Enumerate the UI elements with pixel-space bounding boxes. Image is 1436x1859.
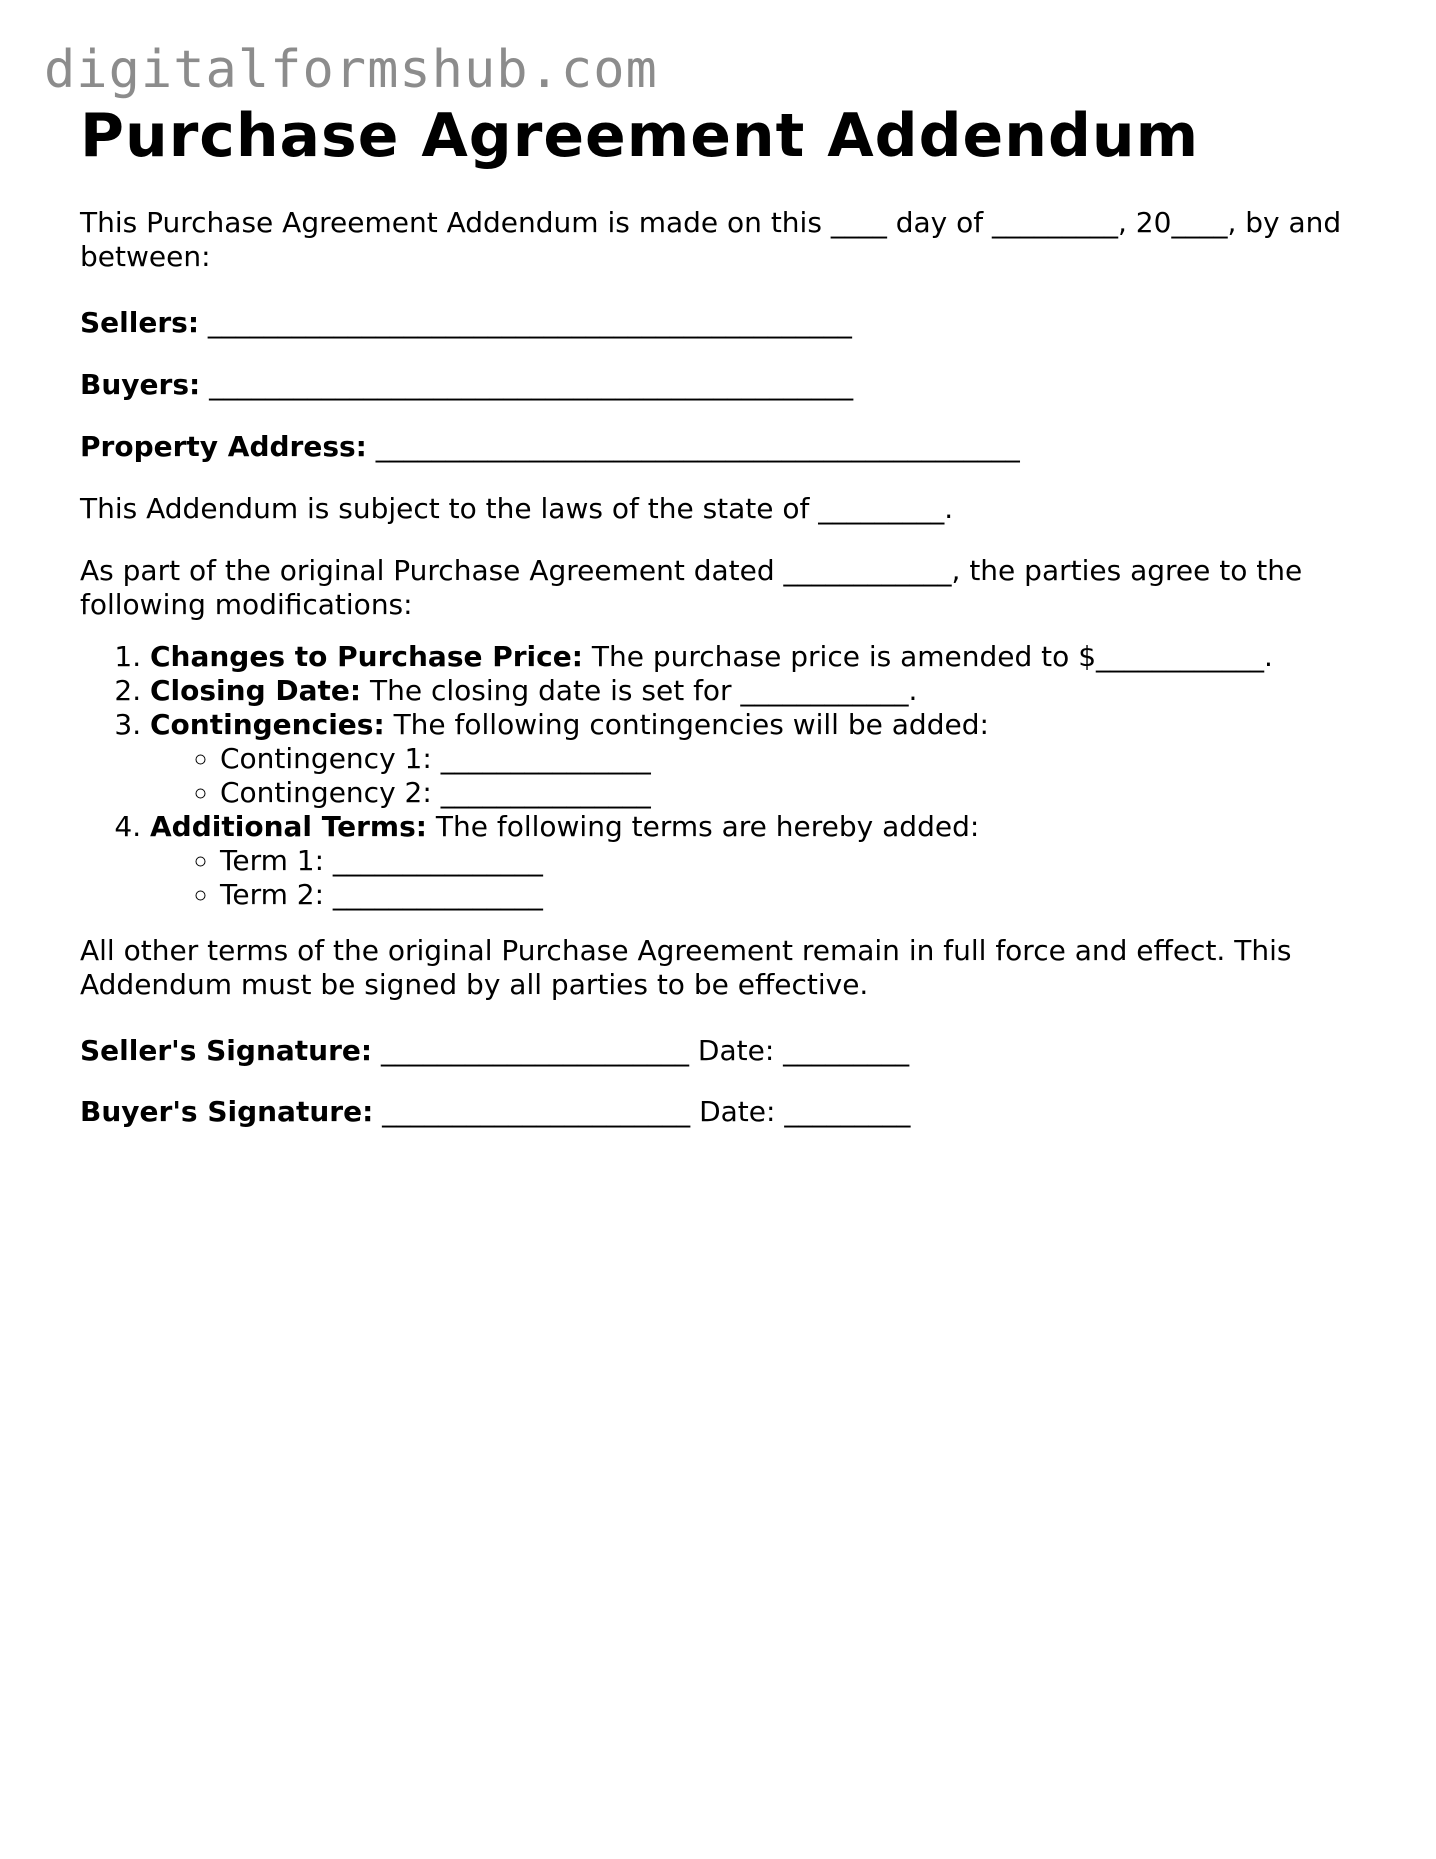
property-address-field	[80, 430, 1020, 464]
mod-label: Closing Date:	[150, 674, 362, 707]
mod-text: The purchase price is amended to $____________.	[591, 640, 1273, 673]
sub-item: ◦ Contingency 1: _______________	[220, 742, 1370, 776]
terms-sublist	[150, 844, 1370, 912]
list-item-additional-terms	[150, 810, 1370, 912]
mod-text: The following contingencies will be added:	[393, 708, 989, 741]
mod-label: Additional Terms:	[150, 810, 427, 843]
seller-signature-line	[80, 1034, 909, 1068]
sub-item: ◦ Contingency 2: _______________	[220, 776, 1370, 810]
buyer-date-blank[interactable]: _________	[784, 1095, 911, 1128]
modifications-list	[80, 640, 1370, 912]
sub-item: ◦ Term 1: _______________	[220, 844, 1370, 878]
list-item-purchase-price	[150, 640, 1370, 674]
intro-paragraph: This Purchase Agreement Addendum is made on this ____ day of _________, 20____, by and between:	[80, 206, 1342, 273]
page-title: Purchase Agreement Addendum	[80, 101, 1200, 171]
buyers-blank[interactable]: ______________________________________________	[209, 368, 854, 401]
mod-text: The following terms are hereby added:	[435, 810, 980, 843]
sub-item: ◦ Term 2: _______________	[220, 878, 1370, 912]
original-agreement-clause: As part of the original Purchase Agreement dated ____________, the parties agree to the following modifications:	[80, 554, 1303, 621]
mod-text: The closing date is set for ____________.	[370, 674, 918, 707]
buyer-signature-line	[80, 1095, 910, 1129]
buyer-date-label: Date:	[699, 1095, 776, 1128]
buyers-field	[80, 368, 853, 402]
seller-date-label: Date:	[697, 1034, 775, 1067]
sellers-field	[80, 306, 852, 340]
seller-signature-blank[interactable]: ______________________	[381, 1034, 689, 1067]
sellers-label: Sellers:	[80, 306, 200, 339]
mod-label: Changes to Purchase Price:	[150, 640, 583, 673]
buyer-signature-blank[interactable]: ______________________	[382, 1095, 691, 1128]
document-body	[80, 100, 1370, 1128]
buyers-label: Buyers:	[80, 368, 201, 401]
buyer-signature-label: Buyer's Signature:	[80, 1095, 374, 1128]
property-address-blank[interactable]: ______________________________________________	[375, 430, 1020, 463]
seller-signature-label: Seller's Signature:	[80, 1034, 373, 1067]
list-item-closing-date	[150, 674, 1370, 708]
contingencies-sublist	[150, 742, 1370, 810]
sellers-blank[interactable]: ______________________________________________	[207, 306, 852, 339]
mod-label: Contingencies:	[150, 708, 385, 741]
seller-date-blank[interactable]: _________	[783, 1034, 910, 1067]
state-clause: This Addendum is subject to the laws of the state of _________.	[80, 492, 954, 525]
list-item-contingencies	[150, 708, 1370, 810]
watermark: digitalformshub.com	[44, 40, 658, 100]
closing-clause: All other terms of the original Purchase Agreement remain in full force and effect. This Addendum must be signed by all parties to be effective.	[80, 934, 1292, 1001]
property-address-label: Property Address:	[80, 430, 367, 463]
